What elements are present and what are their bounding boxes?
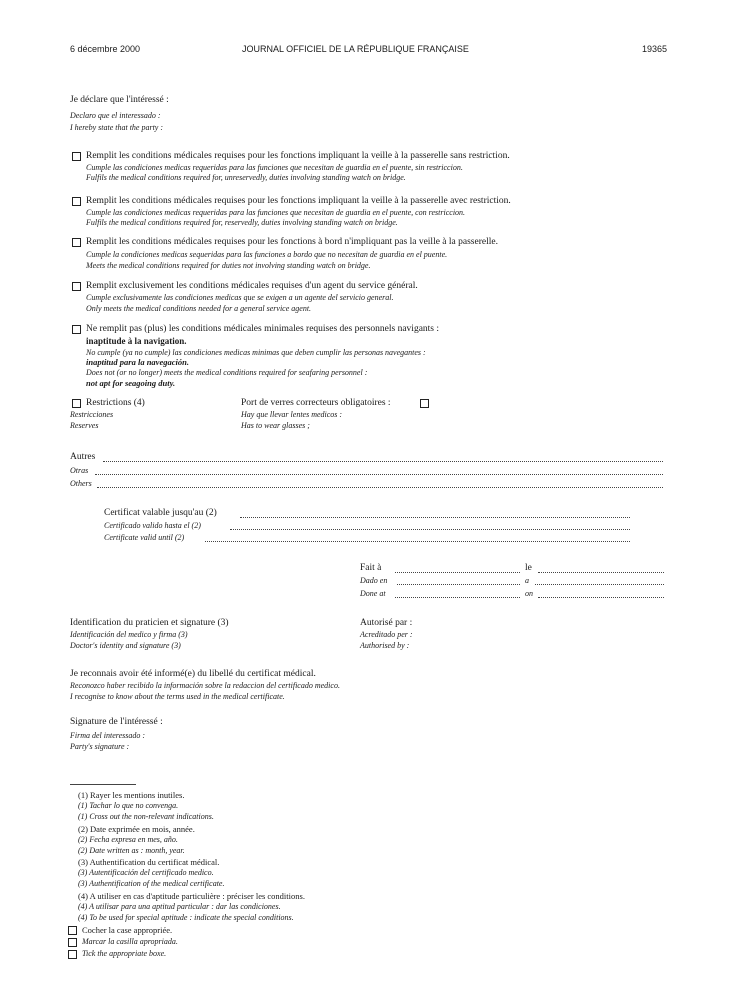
tick-fr: Cocher la case appropriée. bbox=[82, 925, 173, 935]
footnote-1-es: (1) Tachar lo que no convenga. bbox=[78, 801, 179, 810]
autorise-es: Acreditado per : bbox=[360, 630, 413, 639]
tick-box-en bbox=[68, 950, 77, 959]
fait-en: Done at bbox=[360, 589, 386, 598]
autres-line-2[interactable] bbox=[95, 474, 663, 475]
footnote-1-fr: (1) Rayer les mentions inutiles. bbox=[78, 790, 185, 800]
option-2-en: Fulfils the medical conditions required for, reservedly, duties involving standing watch on bridge. bbox=[86, 218, 398, 227]
autres-fr: Autres bbox=[70, 452, 96, 462]
footnote-1-en: (1) Cross out the non-relevant indications. bbox=[78, 812, 214, 821]
option-3-es: Cumple la condiciones medicas sequeridas para las funciones a bordo que no necesitan de guardia en el puente. bbox=[86, 250, 448, 259]
le-line-1[interactable] bbox=[538, 572, 664, 573]
footnote-2-en: (2) Date written as : month, year. bbox=[78, 846, 185, 855]
certificat-line-3[interactable] bbox=[205, 541, 630, 542]
certificat-es: Certificado valido hasta el (2) bbox=[104, 521, 201, 530]
header-page-number: 19365 bbox=[642, 44, 668, 54]
option-3-checkbox[interactable] bbox=[72, 238, 81, 247]
option-5-es: No cumple (ya no cumple) las condiciones medicas minimas que deben cumplir las personas navegantes : bbox=[86, 348, 426, 357]
option-3-fr: Remplit les conditions médicales requises pour les fonctions à bord n'impliquant pas la veille à la passerelle. bbox=[86, 237, 498, 247]
option-5-fr: Ne remplit pas (plus) les conditions médicales minimales requises des personnels navigants : bbox=[86, 324, 440, 334]
tick-es: Marcar la casilla apropriada. bbox=[82, 937, 178, 946]
option-4-checkbox[interactable] bbox=[72, 282, 81, 291]
glasses-es: Hay que llevar lentes medicos : bbox=[241, 410, 343, 419]
fait-line-3[interactable] bbox=[395, 597, 520, 598]
footnote-3-es: (3) Autentificación del certificado medico. bbox=[78, 868, 214, 877]
footnote-3-en: (3) Authentification of the medical certificate. bbox=[78, 879, 225, 888]
option-4-es: Cumple exclusivamente las condiciones medicas que se exigen a un agente del servicio general. bbox=[86, 293, 394, 302]
identification-fr: Identification du praticien et signature (3) bbox=[70, 618, 229, 628]
option-2-fr: Remplit les conditions médicales requises pour les fonctions impliquant la veille à la passerelle avec restriction. bbox=[86, 196, 511, 206]
autres-line-3[interactable] bbox=[97, 487, 663, 488]
le-es: a bbox=[525, 576, 529, 585]
restrictions-checkbox[interactable] bbox=[72, 399, 81, 408]
autres-en: Others bbox=[70, 479, 92, 488]
autorise-fr: Autorisé par : bbox=[360, 618, 413, 628]
declaration-en: I hereby state that the party : bbox=[70, 123, 164, 132]
signature-en: Party's signature : bbox=[70, 742, 130, 751]
restrictions-es: Restricciones bbox=[70, 410, 114, 419]
option-1-en: Fulfils the medical conditions required for, unreservedly, duties involving standing watch on bridge. bbox=[86, 173, 406, 182]
autres-line-1[interactable] bbox=[103, 461, 663, 462]
tick-en: Tick the appropriate boxe. bbox=[82, 949, 167, 958]
header-journal-title: JOURNAL OFFICIEL DE LA RÉPUBLIQUE FRANÇAISE bbox=[242, 44, 469, 54]
signature-es: Firma del interessado : bbox=[70, 731, 146, 740]
declaration-fr: Je déclare que l'intéressé : bbox=[70, 95, 169, 105]
option-1-es: Cumple las condiciones medicas requeridas para las funciones que necesitan de guardia en el puente, sin restriccion. bbox=[86, 163, 463, 172]
fait-line-1[interactable] bbox=[395, 572, 520, 573]
fait-fr: Fait à bbox=[360, 563, 382, 573]
reconnais-es: Reconozco haber recibido la información sobre la redaccion del certificado medico. bbox=[70, 681, 340, 690]
footnote-2-es: (2) Fecha expresa en mes, año. bbox=[78, 835, 178, 844]
le-line-3[interactable] bbox=[538, 597, 664, 598]
footnote-separator bbox=[70, 784, 136, 785]
option-5-en: Does not (or no longer) meets the medical conditions required for seafaring personnel : bbox=[86, 368, 368, 377]
footnote-4-en: (4) To be used for special aptitude : indicate the special conditions. bbox=[78, 913, 294, 922]
option-4-en: Only meets the medical conditions needed for a general service agent. bbox=[86, 304, 312, 313]
autres-es: Otras bbox=[70, 466, 89, 475]
glasses-checkbox[interactable] bbox=[420, 399, 429, 408]
identification-es: Identificación del medico y firma (3) bbox=[70, 630, 188, 639]
restrictions-fr: Restrictions (4) bbox=[86, 398, 145, 408]
option-5-checkbox[interactable] bbox=[72, 325, 81, 334]
identification-en: Doctor's identity and signature (3) bbox=[70, 641, 181, 650]
fait-line-2[interactable] bbox=[397, 584, 520, 585]
tick-box-fr bbox=[68, 926, 77, 935]
certificat-fr: Certificat valable jusqu'au (2) bbox=[104, 508, 217, 518]
reconnais-en: I recognise to know about the terms used in the medical certificate. bbox=[70, 692, 285, 701]
option-3-en: Meets the medical conditions required for duties not involving standing watch on bridge. bbox=[86, 261, 371, 270]
footnote-2-fr: (2) Date exprimée en mois, année. bbox=[78, 824, 195, 834]
signature-fr: Signature de l'intéressé : bbox=[70, 717, 163, 727]
le-line-2[interactable] bbox=[535, 584, 664, 585]
le-en: on bbox=[525, 589, 533, 598]
option-2-es: Cumple las condiciones medicas requeridas para las funciones que necesitan de guardia en el puente, con restriccion. bbox=[86, 208, 466, 217]
footnote-4-fr: (4) A utiliser en cas d'aptitude particulière : préciser les conditions. bbox=[78, 891, 305, 901]
option-5-es-bold: inaptitud para la navegación. bbox=[86, 357, 189, 367]
footnote-3-fr: (3) Authentification du certificat médical. bbox=[78, 857, 220, 867]
certificat-line-2[interactable] bbox=[230, 529, 630, 530]
le-fr: le bbox=[525, 563, 532, 573]
option-1-fr: Remplit les conditions médicales requises pour les fonctions impliquant la veille à la passerelle sans restriction. bbox=[86, 151, 510, 161]
option-2-checkbox[interactable] bbox=[72, 197, 81, 206]
glasses-fr: Port de verres correcteurs obligatoires : bbox=[241, 398, 391, 408]
certificat-line-1[interactable] bbox=[240, 517, 630, 518]
option-1-checkbox[interactable] bbox=[72, 152, 81, 161]
option-5-fr-bold: inaptitude à la navigation. bbox=[86, 336, 187, 346]
certificat-en: Certificate valid until (2) bbox=[104, 533, 185, 542]
option-5-en-bold: not apt for seagoing duty. bbox=[86, 378, 176, 388]
declaration-es: Declaro que el interessado : bbox=[70, 111, 161, 120]
reconnais-fr: Je reconnais avoir été informé(e) du libellé du certificat médical. bbox=[70, 669, 316, 679]
tick-box-es bbox=[68, 938, 77, 947]
glasses-en: Has to wear glasses ; bbox=[241, 421, 310, 430]
restrictions-en: Reserves bbox=[70, 421, 99, 430]
fait-es: Dado en bbox=[360, 576, 388, 585]
autorise-en: Authorised by : bbox=[360, 641, 410, 650]
header-date: 6 décembre 2000 bbox=[70, 44, 141, 54]
footnote-4-es: (4) A utilisar para una aptitud particular : dar las condiciones. bbox=[78, 902, 281, 911]
option-4-fr: Remplit exclusivement les conditions médicales requises d'un agent du service général. bbox=[86, 281, 418, 291]
